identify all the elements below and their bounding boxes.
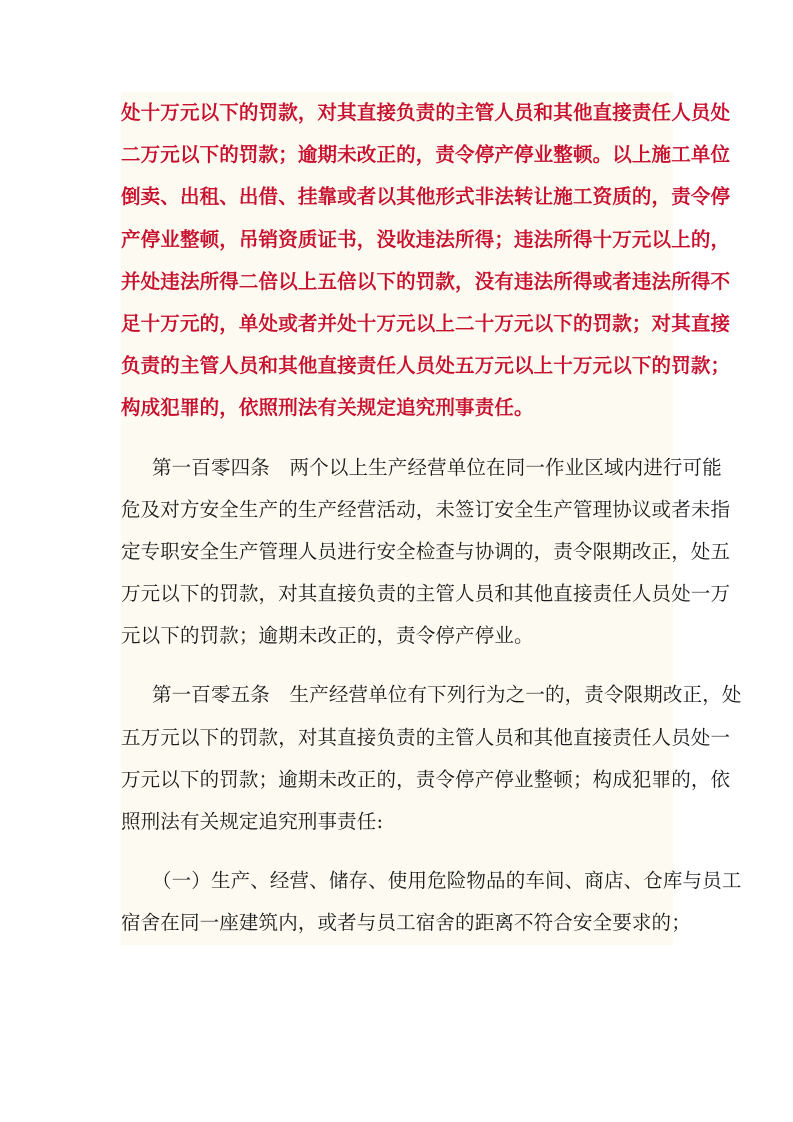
paragraph-line: 产停业整顿，吊销资质证书，没收违法所得；违法所得十万元以上的， — [121, 227, 731, 251]
paragraph-line: 定专职安全生产管理人员进行安全检查与协调的，责令限期改正，处五 — [121, 539, 731, 563]
paragraph-line: 负责的主管人员和其他直接责任人员处五万元以上十万元以下的罚款； — [121, 354, 731, 378]
paragraph-spacer — [121, 657, 673, 674]
paragraph-line: 元以下的罚款；逾期未改正的，责令停产停业。 — [121, 624, 534, 648]
paragraph-line: 构成犯罪的，依照刑法有关规定追究刑事责任。 — [121, 396, 534, 420]
paragraph-line: 照刑法有关规定追究刑事责任: — [121, 810, 384, 833]
article-105-paragraph — [121, 674, 742, 843]
paragraph-line: 万元以下的罚款，对其直接负责的主管人员和其他直接责任人员处一万 — [121, 582, 731, 606]
paragraph-spacer — [121, 430, 673, 447]
paragraph-line: 宿舍在同一座建筑内，或者与员工宿舍的距离不符合安全要求的； — [121, 911, 691, 935]
paragraph-line: 二万元以下的罚款；逾期未改正的，责令停产停业整顿。以上施工单位 — [121, 143, 731, 167]
paragraph-line: 万元以下的罚款；逾期未改正的，责令停产停业整顿；构成犯罪的，依 — [121, 767, 731, 791]
paragraph-line: 危及对方安全生产的生产经营活动，未签订安全生产管理协议或者未指 — [121, 497, 731, 521]
paragraph-line: 倒卖、出租、出借、挂靠或者以其他形式非法转让施工资质的，责令停 — [121, 185, 731, 209]
paragraph-spacer — [121, 843, 673, 860]
paragraph-line: 第一百零五条 生产经营单位有下列行为之一的，责令限期改正，处 — [152, 683, 742, 707]
paragraph-line: 并处违法所得二倍以上五倍以下的罚款，没有违法所得或者违法所得不 — [121, 269, 731, 293]
paragraph-line: 第一百零四条 两个以上生产经营单位在同一作业区域内进行可能 — [152, 455, 722, 479]
paragraph-line: （一）生产、经营、储存、使用危险物品的车间、商店、仓库与员工 — [152, 869, 742, 893]
paragraph-line: 处十万元以下的罚款，对其直接负责的主管人员和其他直接责任人员处 — [121, 101, 731, 124]
document-body — [121, 92, 742, 945]
article-105-item-1-paragraph — [121, 860, 742, 944]
article-104-paragraph — [121, 447, 731, 658]
penalty-continuation-paragraph — [121, 92, 731, 430]
paragraph-line: 足十万元的，单处或者并处十万元以上二十万元以下的罚款；对其直接 — [121, 311, 731, 335]
paragraph-line: 五万元以下的罚款，对其直接负责的主管人员和其他直接责任人员处一 — [121, 725, 731, 749]
